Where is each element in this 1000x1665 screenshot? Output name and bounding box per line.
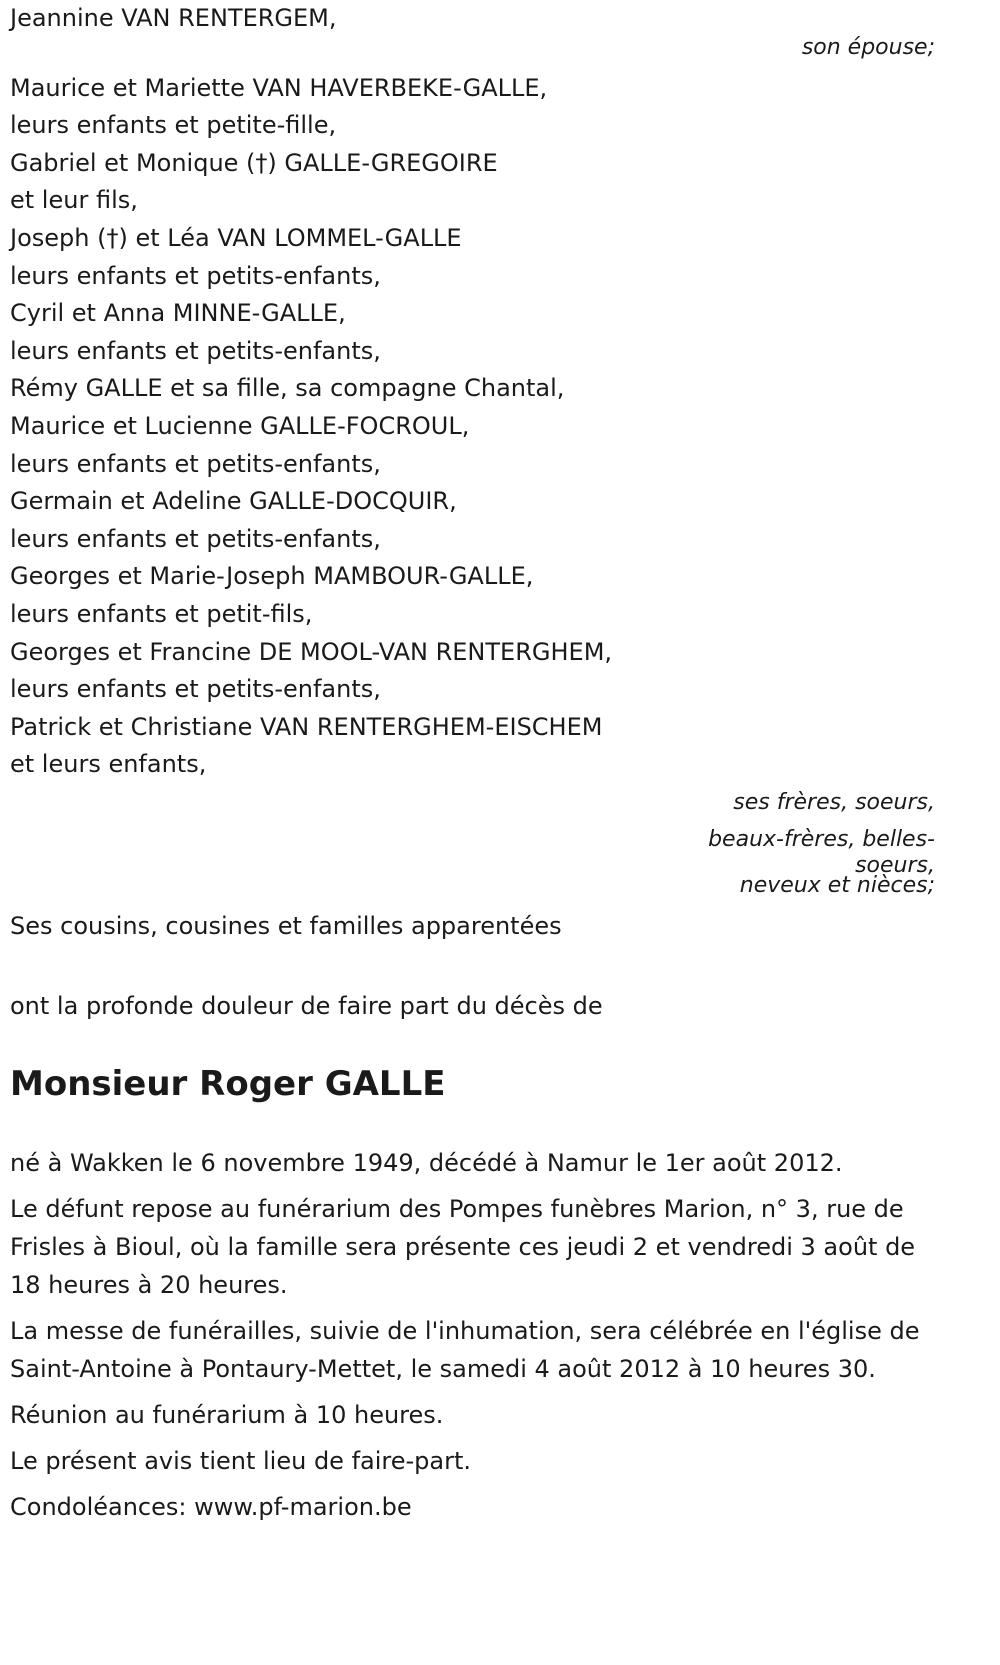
family-line: Rémy GALLE et sa fille, sa compagne Chantal, bbox=[10, 374, 565, 403]
death-notice bbox=[10, 0, 935, 1526]
family-list bbox=[10, 70, 935, 784]
family-line: Gabriel et Monique (†) GALLE-GREGOIRE bbox=[10, 148, 498, 177]
family-line: leurs enfants et petits-enfants, bbox=[10, 675, 381, 704]
condolences-paragraph: Condoléances: www.pf-marion.be bbox=[10, 1493, 412, 1522]
family-line: et leurs enfants, bbox=[10, 750, 207, 779]
family-line: leurs enfants et petits-enfants, bbox=[10, 336, 381, 365]
family-line: leurs enfants et petits-enfants, bbox=[10, 261, 381, 290]
spouse-role: son épouse; bbox=[801, 34, 935, 60]
siblings-role bbox=[10, 784, 935, 898]
family-line: Germain et Adeline GALLE-DOCQUIR, bbox=[10, 487, 457, 516]
deceased-name: Monsieur Roger GALLE bbox=[10, 1064, 446, 1105]
family-line: Patrick et Christiane VAN RENTERGHEM-EISCHEM bbox=[10, 712, 603, 741]
family-line: leurs enfants et petits-enfants, bbox=[10, 524, 381, 553]
meeting-paragraph: Réunion au funérarium à 10 heures. bbox=[10, 1401, 444, 1430]
spouse-name: Jeannine VAN RENTERGEM, bbox=[10, 4, 337, 32]
family-line: Cyril et Anna MINNE-GALLE, bbox=[10, 299, 346, 328]
family-line: leurs enfants et petits-enfants, bbox=[10, 449, 381, 478]
family-line: et leur fils, bbox=[10, 186, 138, 215]
family-line: Maurice et Mariette VAN HAVERBEKE-GALLE, bbox=[10, 73, 548, 102]
family-line: Joseph (†) et Léa VAN LOMMEL-GALLE bbox=[10, 223, 462, 252]
siblings-role-line: neveux et nièces; bbox=[739, 872, 935, 898]
family-line: Georges et Marie-Joseph MAMBOUR-GALLE, bbox=[10, 562, 534, 591]
notice-paragraph: Le présent avis tient lieu de faire-part. bbox=[10, 1447, 472, 1476]
family-line: Georges et Francine DE MOOL-VAN RENTERGHEM, bbox=[10, 637, 613, 666]
announcement: ont la profonde douleur de faire part du décès de bbox=[10, 992, 603, 1021]
family-line: leurs enfants et petite-fille, bbox=[10, 111, 337, 140]
siblings-role-line: soeurs, bbox=[855, 852, 935, 878]
funeral-mass-paragraph: La messe de funérailles, suivie de l'inhumation, sera célébrée en l'église de Saint-Antoine à Pontaury-Mettet, le samedi 4 août 2012 à 10 heures 30. bbox=[10, 1317, 920, 1384]
birth-death-paragraph: né à Wakken le 6 novembre 1949, décédé à Namur le 1er août 2012. bbox=[10, 1149, 843, 1178]
siblings-role-line: beaux-frères, belles- bbox=[708, 826, 935, 852]
family-line: leurs enfants et petit-fils, bbox=[10, 599, 313, 628]
siblings-role-line: ses frères, soeurs, bbox=[733, 789, 935, 815]
cousins-line: Ses cousins, cousines et familles apparentées bbox=[10, 911, 562, 940]
funeral-home-paragraph: Le défunt repose au funérarium des Pompes funèbres Marion, n° 3, rue de Frisles à Bioul, où la famille sera présente ces jeudi 2 et vendredi 3 août de 18 heures à 20 heures. bbox=[10, 1195, 916, 1300]
family-line: Maurice et Lucienne GALLE-FOCROUL, bbox=[10, 411, 470, 440]
